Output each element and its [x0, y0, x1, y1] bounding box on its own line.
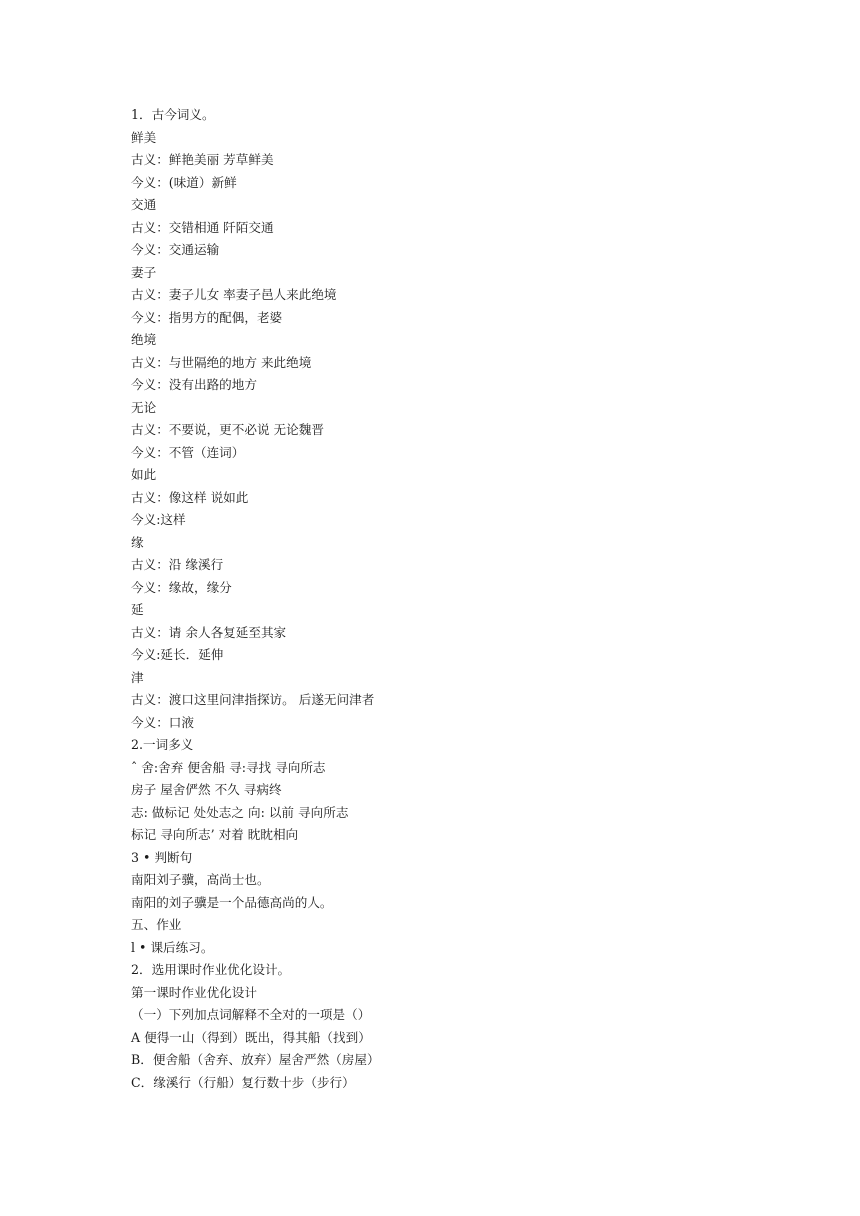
- ancient-meaning-ruci: 古义：像这样 说如此: [131, 489, 249, 505]
- ancient-meaning-jiaotong: 古义：交错相通 阡陌交通: [131, 219, 274, 235]
- term-wulun: 无论: [131, 399, 157, 415]
- heading-first-lesson-design: 第一课时作业优化设计: [131, 984, 257, 1000]
- ancient-meaning-wulun: 古义：不要说，更不必说 无论魏晋: [131, 422, 324, 437]
- modern-meaning-yan: 今义:延长．延伸: [131, 647, 224, 662]
- term-xianmei: 鲜美: [131, 129, 157, 145]
- term-yan: 延: [131, 602, 144, 617]
- question-1-option-b: B．便舍船（舍弃、放弃）屋舍严然（房屋）: [131, 1052, 380, 1067]
- question-1-option-a: A 便得一山（得到）既出，得其船（找到）: [131, 1029, 371, 1045]
- homework-item-2: 2．选用课时作业优化设计。: [131, 962, 291, 977]
- judgment-example: 南阳刘子骥，高尚士也。: [131, 872, 270, 887]
- term-qizi: 妻子: [131, 264, 157, 280]
- heading-ancient-modern-meaning: 1．古今词义。: [131, 107, 215, 122]
- ancient-meaning-yuan: 古义：沿 缘溪行: [131, 557, 224, 572]
- term-yuan: 缘: [131, 534, 144, 550]
- term-juejing: 绝境: [131, 332, 157, 347]
- document-page: [131, 104, 771, 1094]
- homework-item-1: l • 课后练习。: [131, 939, 214, 955]
- ancient-meaning-yan: 古义：请 余人各复延至其家: [131, 624, 287, 640]
- polysemy-she-xun-2: 房子 屋舍俨然 不久 寻病终: [131, 782, 282, 797]
- modern-meaning-jiaotong: 今义：交通运输: [131, 242, 220, 257]
- polysemy-she-xun: ˆ 舍:舍弃 便舍船 寻:寻找 寻向所志: [131, 759, 326, 775]
- heading-homework: 五、作业: [131, 917, 182, 932]
- ancient-meaning-xianmei: 古义：鲜艳美丽 芳草鲜美: [131, 152, 274, 167]
- polysemy-zhi-xiang-2: 标记 寻向所志’ 对着 眈眈相向: [131, 827, 299, 842]
- ancient-meaning-qizi: 古义：妻子儿女 率妻子邑人来此绝境: [131, 287, 337, 302]
- modern-meaning-yuan: 今义：缘故，缘分: [131, 579, 232, 595]
- term-jin: 津: [131, 669, 144, 685]
- ancient-meaning-juejing: 古义：与世隔绝的地方 来此绝境: [131, 354, 312, 370]
- question-1-option-c: C．缘溪行（行船）复行数十步（步行）: [131, 1074, 355, 1090]
- heading-polysemy: 2.一词多义: [131, 737, 194, 752]
- polysemy-zhi-xiang: 志: 做标记 处处志之 向: 以前 寻向所志: [131, 804, 349, 820]
- heading-judgment-sentence: 3 • 判断句: [131, 849, 193, 865]
- modern-meaning-ruci: 今义:这样: [131, 512, 186, 527]
- modern-meaning-juejing: 今义：没有出路的地方: [131, 377, 257, 392]
- question-1-stem: （一）下列加点词解释不全对的一项是（）: [131, 1007, 371, 1022]
- modern-meaning-jin: 今义：口液: [131, 714, 194, 730]
- ancient-meaning-jin: 古义：渡口这里问津指探访。 后遂无问津者: [131, 692, 375, 707]
- modern-meaning-qizi: 今义：指男方的配偶，老婆: [131, 309, 283, 325]
- judgment-translation: 南阳的刘子骥是一个品德高尚的人。: [131, 894, 333, 910]
- modern-meaning-xianmei: 今义：(味道）新鲜: [131, 174, 237, 190]
- term-ruci: 如此: [131, 467, 157, 482]
- modern-meaning-wulun: 今义：不管（连词）: [131, 444, 245, 460]
- term-jiaotong: 交通: [131, 197, 157, 212]
